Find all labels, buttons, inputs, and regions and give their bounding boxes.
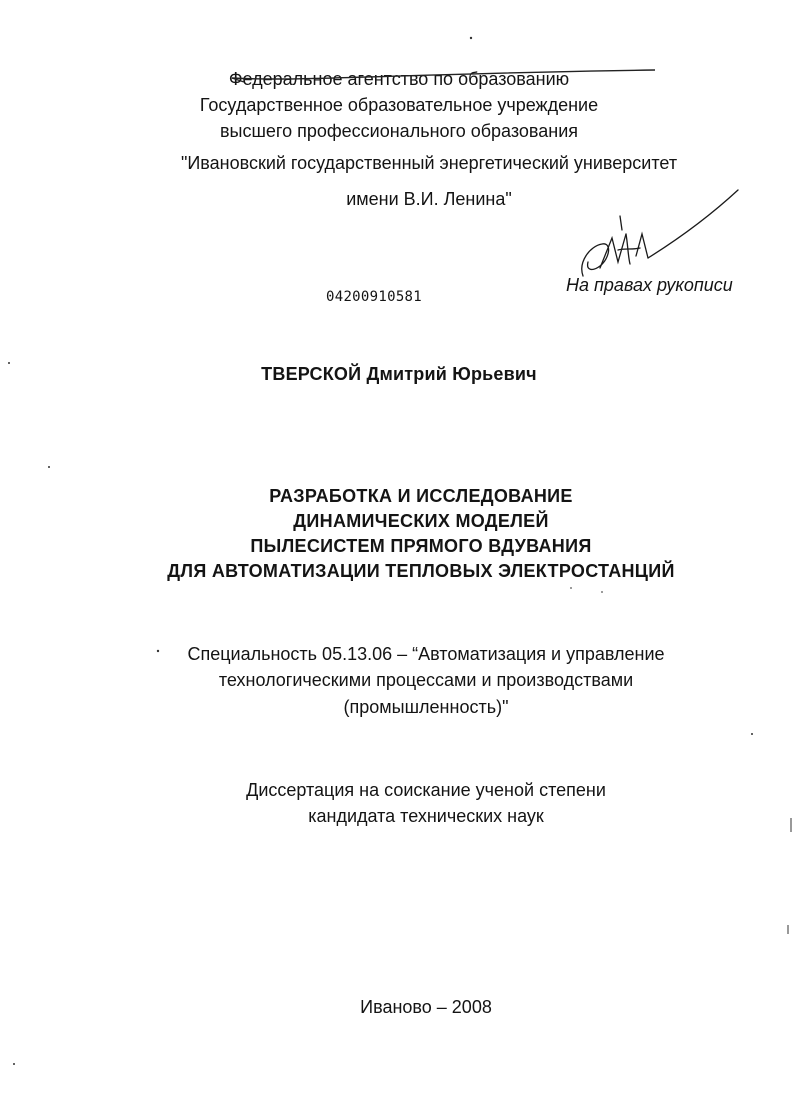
specialty-line-2: технологическими процессами и производствами: [218, 670, 634, 690]
specialty-line-1: Специальность 05.13.06 – “Автоматизация и управление: [187, 644, 665, 664]
rights-note: На правах рукописи: [566, 275, 733, 295]
degree-line-2: кандидата технических наук: [308, 806, 544, 826]
speck: [470, 37, 472, 39]
speck: [751, 733, 753, 735]
institution-type-line: Государственное образовательное учреждение: [199, 95, 599, 115]
speck: [570, 587, 572, 589]
university-name-line: имени В.И. Ленина": [346, 189, 512, 209]
speck: [8, 362, 10, 364]
author-name: ТВЕРСКОЙ Дмитрий Юрьевич: [261, 364, 537, 384]
title-line-2: ДИНАМИЧЕСКИХ МОДЕЛЕЙ: [293, 511, 549, 531]
title-line-1: РАЗРАБОТКА И ИССЛЕДОВАНИЕ: [269, 486, 573, 506]
degree-line-1: Диссертация на соискание ученой степени: [246, 780, 606, 800]
speck: [13, 1063, 15, 1065]
education-level-line: высшего профессионального образования: [219, 121, 579, 141]
agency-line: Федеральное агентство по образованию: [228, 69, 570, 89]
registry-code: 04200910581: [326, 289, 423, 305]
place-year: Иваново – 2008: [360, 997, 492, 1017]
strike-through-line: [232, 70, 655, 79]
speck: [48, 466, 50, 468]
speck: [601, 591, 603, 593]
specialty-line-3: (промышленность)": [343, 697, 509, 717]
title-line-3: ПЫЛЕСИСТЕМ ПРЯМОГО ВДУВАНИЯ: [250, 536, 592, 556]
title-line-4: ДЛЯ АВТОМАТИЗАЦИИ ТЕПЛОВЫХ ЭЛЕКТРОСТАНЦИЙ: [167, 561, 675, 581]
university-line: "Ивановский государственный энергетический университет: [180, 153, 678, 173]
speck: [157, 650, 159, 652]
signature-mark: [582, 190, 738, 276]
